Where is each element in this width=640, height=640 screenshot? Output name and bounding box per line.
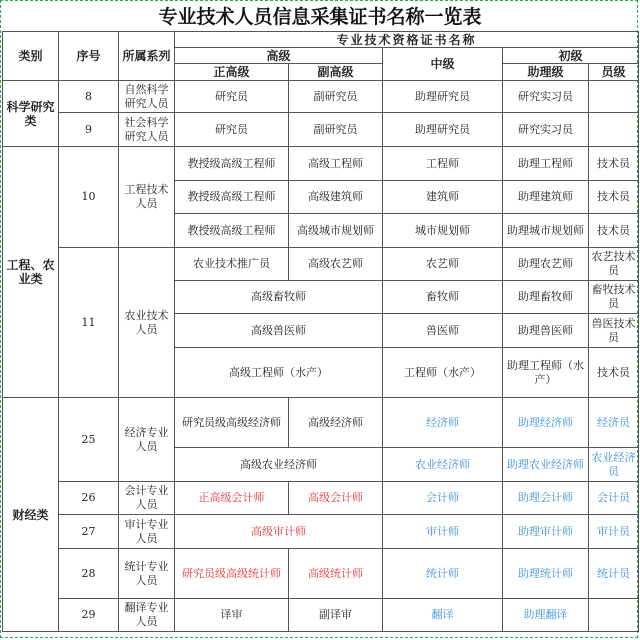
row-number: 10 xyxy=(59,147,119,248)
row-number: 11 xyxy=(59,248,119,398)
series-cell: 会计专业人员 xyxy=(119,482,175,515)
cert-cell: 正高级会计师 xyxy=(175,482,289,515)
series-cell: 统计专业人员 xyxy=(119,549,175,599)
cert-cell: 统计师 xyxy=(383,549,503,599)
cert-cell: 助理农业经济师 xyxy=(503,448,589,482)
cert-cell: 研究员级高级经济师 xyxy=(175,398,289,448)
cert-cell: 技术员 xyxy=(589,348,639,398)
cert-cell: 助理审计师 xyxy=(503,515,589,549)
cert-cell: 高级审计师 xyxy=(175,515,383,549)
cert-cell: 教授级高级工程师 xyxy=(175,214,289,248)
cert-cell: 畜牧技术员 xyxy=(589,281,639,314)
cert-cell: 高级统计师 xyxy=(289,549,383,599)
cert-cell: 经济员 xyxy=(589,398,639,448)
cert-cell: 畜牧师 xyxy=(383,281,503,314)
page-title: 专业技术人员信息采集证书名称一览表 xyxy=(158,6,482,28)
header-category: 类别 xyxy=(3,32,59,81)
cert-cell: 审计员 xyxy=(589,515,639,549)
cert-cell: 助理工程师 xyxy=(503,147,589,181)
cert-cell: 助理经济师 xyxy=(503,398,589,448)
cert-cell: 统计员 xyxy=(589,549,639,599)
cert-cell: 副研究员 xyxy=(289,113,383,147)
cert-cell: 农艺师 xyxy=(383,248,503,281)
table-row xyxy=(3,248,639,281)
cert-cell: 审计师 xyxy=(383,515,503,549)
header-fu-gaoji: 副高级 xyxy=(289,64,383,81)
cert-cell: 副研究员 xyxy=(289,81,383,113)
header-number: 序号 xyxy=(59,32,119,81)
cert-cell: 高级农艺师 xyxy=(289,248,383,281)
series-cell: 经济专业人员 xyxy=(119,398,175,482)
cert-cell: 助理畜牧师 xyxy=(503,281,589,314)
table-row xyxy=(3,81,639,113)
cert-cell: 副译审 xyxy=(289,599,383,632)
series-cell: 翻译专业人员 xyxy=(119,599,175,632)
cert-cell: 兽医技术员 xyxy=(589,314,639,348)
row-number: 9 xyxy=(59,113,119,147)
cert-cell: 高级经济师 xyxy=(289,398,383,448)
series-cell: 社会科学研究人员 xyxy=(119,113,175,147)
series-cell: 自然科学研究人员 xyxy=(119,81,175,113)
cert-cell: 助理统计师 xyxy=(503,549,589,599)
category-finance: 财经类 xyxy=(3,398,59,632)
series-cell: 农业技术人员 xyxy=(119,248,175,398)
cert-cell: 高级建筑师 xyxy=(289,181,383,214)
table-row xyxy=(3,147,639,181)
cert-cell: 会计员 xyxy=(589,482,639,515)
table-row xyxy=(3,398,639,448)
cert-cell: 助理兽医师 xyxy=(503,314,589,348)
row-number: 27 xyxy=(59,515,119,549)
cert-cell: 高级工程师（水产） xyxy=(175,348,383,398)
cert-cell: 技术员 xyxy=(589,214,639,248)
cert-cell: 助理城市规划师 xyxy=(503,214,589,248)
cert-cell: 教授级高级工程师 xyxy=(175,181,289,214)
cert-cell: 助理研究员 xyxy=(383,81,503,113)
row-number: 8 xyxy=(59,81,119,113)
cert-cell: 助理工程师（水产） xyxy=(503,348,589,398)
series-cell: 审计专业人员 xyxy=(119,515,175,549)
certificate-table xyxy=(2,31,639,632)
header-zhuliji: 助理级 xyxy=(503,64,589,81)
header-chuji: 初级 xyxy=(503,48,639,64)
cert-cell: 农业技术推广员 xyxy=(175,248,289,281)
row-number: 25 xyxy=(59,398,119,482)
cert-cell: 研究员 xyxy=(175,81,289,113)
cert-cell: 农业经济师 xyxy=(383,448,503,482)
series-cell: 工程技术人员 xyxy=(119,147,175,248)
cert-cell: 高级农业经济师 xyxy=(175,448,383,482)
header-senior: 高级 xyxy=(175,48,383,64)
cert-cell: 高级兽医师 xyxy=(175,314,383,348)
cert-cell xyxy=(589,81,639,113)
header-cert-group: 专业技术资格证书名称 xyxy=(175,32,639,48)
cert-cell: 研究员 xyxy=(175,113,289,147)
row-number: 28 xyxy=(59,549,119,599)
cert-cell: 高级会计师 xyxy=(289,482,383,515)
cert-cell: 助理农艺师 xyxy=(503,248,589,281)
cert-cell: 高级城市规划师 xyxy=(289,214,383,248)
cert-cell: 工程师 xyxy=(383,147,503,181)
header-yuanji: 员级 xyxy=(589,64,639,81)
cert-cell: 高级畜牧师 xyxy=(175,281,383,314)
cert-cell xyxy=(589,599,639,632)
header-zheng-gaoji: 正高级 xyxy=(175,64,289,81)
cert-cell: 工程师（水产） xyxy=(383,348,503,398)
cert-cell: 城市规划师 xyxy=(383,214,503,248)
cert-cell xyxy=(589,113,639,147)
header-series: 所属系列 xyxy=(119,32,175,81)
cert-cell: 技术员 xyxy=(589,147,639,181)
cert-cell: 经济师 xyxy=(383,398,503,448)
cert-cell: 研究实习员 xyxy=(503,113,589,147)
cert-cell: 技术员 xyxy=(589,181,639,214)
cert-cell: 农业经济员 xyxy=(589,448,639,482)
table-row xyxy=(3,599,639,632)
cert-cell: 农艺技术员 xyxy=(589,248,639,281)
category-engineering: 工程、农业类 xyxy=(3,147,59,398)
cert-cell: 助理翻译 xyxy=(503,599,589,632)
header-zhongji: 中级 xyxy=(383,48,503,81)
table-row xyxy=(3,113,639,147)
table-row xyxy=(3,515,639,549)
cert-cell: 研究实习员 xyxy=(503,81,589,113)
table-row xyxy=(3,482,639,515)
cert-cell: 高级工程师 xyxy=(289,147,383,181)
cert-cell: 助理会计师 xyxy=(503,482,589,515)
row-number: 29 xyxy=(59,599,119,632)
cert-cell: 建筑师 xyxy=(383,181,503,214)
cert-cell: 翻译 xyxy=(383,599,503,632)
row-number: 26 xyxy=(59,482,119,515)
cert-cell: 教授级高级工程师 xyxy=(175,147,289,181)
cert-cell: 兽医师 xyxy=(383,314,503,348)
table-row xyxy=(3,549,639,599)
category-science: 科学研究类 xyxy=(3,81,59,147)
cert-cell: 会计师 xyxy=(383,482,503,515)
cert-cell: 研究员级高级统计师 xyxy=(175,549,289,599)
cert-cell: 译审 xyxy=(175,599,289,632)
cert-cell: 助理研究员 xyxy=(383,113,503,147)
cert-cell: 助理建筑师 xyxy=(503,181,589,214)
